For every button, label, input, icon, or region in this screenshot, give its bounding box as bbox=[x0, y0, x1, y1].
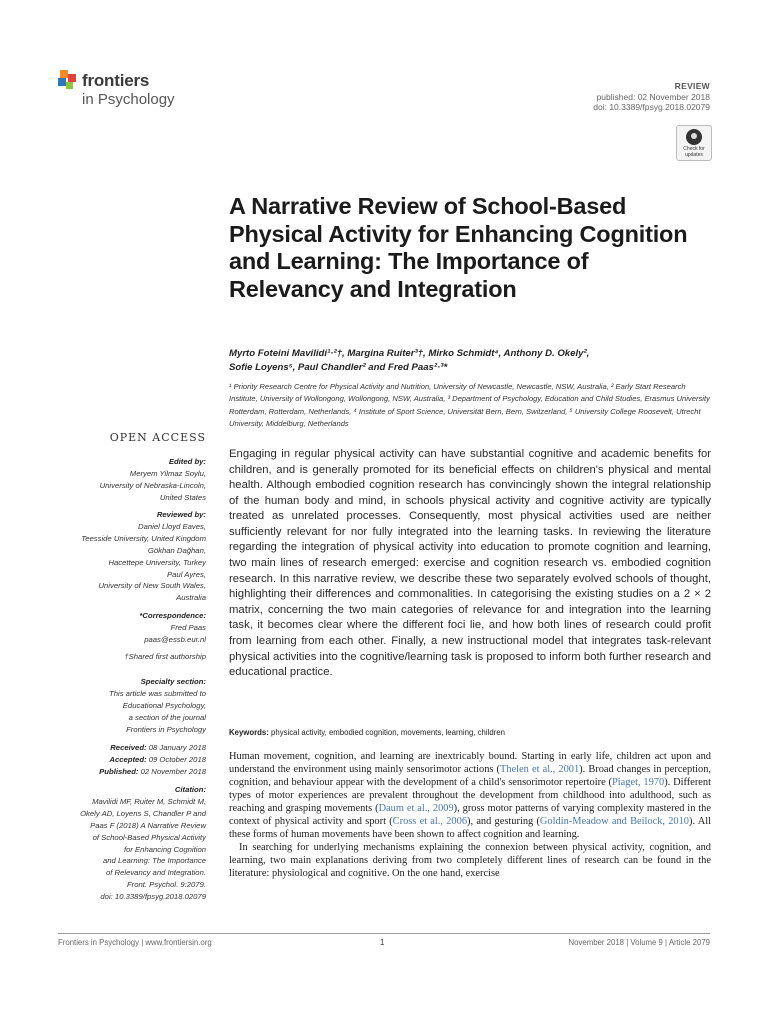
article-type: REVIEW bbox=[674, 81, 710, 91]
footer-issue-info: November 2018 | Volume 9 | Article 2079 bbox=[568, 938, 710, 947]
keywords bbox=[229, 728, 711, 737]
reviewer-line: Teesside University, United Kingdom bbox=[81, 533, 206, 543]
accepted-date: Accepted: 09 October 2018 bbox=[109, 754, 206, 764]
correspondence-heading: *Correspondence: bbox=[139, 611, 206, 620]
journal-logo[interactable] bbox=[58, 68, 208, 112]
specialty-section bbox=[58, 676, 206, 736]
open-access-label: OPEN ACCESS bbox=[109, 431, 206, 444]
footer-divider bbox=[58, 933, 710, 934]
check-for-updates-button[interactable] bbox=[676, 125, 712, 161]
keywords-list: physical activity, embodied cognition, movements, learning, children bbox=[271, 728, 505, 737]
citation-line: Paas F (2018) A Narrative Review bbox=[90, 820, 206, 830]
reviewed-by-heading: Reviewed by: bbox=[156, 510, 206, 519]
citation-line: of School-Based Physical Activity bbox=[92, 832, 206, 842]
authors-line-2: Sofie Loyens⁵, Paul Chandler² and Fred Paas²·³* bbox=[229, 362, 448, 373]
logo-text-journal: in Psychology bbox=[82, 91, 175, 108]
citation-link[interactable]: Goldin-Meadow and Beilock, 2010 bbox=[539, 815, 689, 827]
body-paragraph-2: In searching for underlying mechanisms explaining the connexion between physical activity, cognition, and learning, two main explanations deriving from two completely different lines of research can be found in the literature: physiological and cognitive. On the one hand, exercise bbox=[229, 841, 711, 879]
citation-line: of Relevancy and Integration. bbox=[105, 868, 206, 878]
correspondence-email-link[interactable]: paas@essb.eur.nl bbox=[144, 634, 206, 644]
body-paragraph-1: Human movement, cognition, and learning are inextricably bound. Starting in early life, children act upon and understand the environment using mainly sensorimotor actions (Thelen et al., 2001). Broad changes in perception, cognition, and behaviour appear with the development of a child's sensorimotor repertoire (Piaget, 1970). Different types of motor experiences are prevalent throughout the development from childhood into adulthood, such as reaching and grasping movements (Daum et al., 2009), gross motor patterns of varying complexity mastered in the context of physical activity and sport (Cross et al., 2006), and gesturing (Goldin-Meadow and Beilock, 2010). All these forms of human movements have been shown to affect cognition and learning. bbox=[229, 751, 711, 840]
doi-link[interactable]: doi: 10.3389/fpsyg.2018.02079 bbox=[593, 102, 710, 112]
abstract: Engaging in regular physical activity can have substantial cognitive and academic benefits for children, and is generally promoted for its beneficial effects on children's physical and mental health. Although embodied cognition research has convincingly shown the integral relationship of the human body and mind, in schools physical activity and cognitive activity are typically treated as unrelated processes. Consequently, most physical activities used are neither sufficiently relevant for nor fully integrated into the learning tasks. In reviewing the literature regarding the integration of physical activity into education to promote cognition and learning, two main lines of research emerged: exercise and cognition research vs. embodied cognition research. In this narrative review, we describe these two separately evolved schools of thought, highlighting their differences and commonalities. In categorising the existing studies on a 2 × 2 matrix, concerning the two main categories of relevance for and integration into the learning task, it becomes clear where the different foci lie, and how both lines of research could profit from learning from each other. Finally, a new instructional model that integrates task-relevant physical activities into the cognitive/learning task is proposed to inform both further research and educational practice. bbox=[229, 448, 711, 679]
citation-link[interactable]: Daum et al., 2009 bbox=[378, 802, 454, 814]
specialty-line: Educational Psychology, bbox=[122, 700, 206, 710]
citation-line: and Learning: The Importance bbox=[103, 856, 206, 866]
reviewer-line: Paul Ayres, bbox=[167, 569, 206, 579]
citation-line: Okely AD, Loyens S, Chandler P and bbox=[80, 808, 206, 818]
citation-line: Front. Psychol. 9:2079. bbox=[126, 880, 206, 890]
citation-link[interactable]: Thelen et al., 2001 bbox=[500, 763, 580, 775]
citation-line: Mavilidi MF, Ruiter M, Schmidt M, bbox=[92, 796, 206, 806]
reviewer-line: Daniel Lloyd Eaves, bbox=[138, 521, 206, 531]
specialty-line: This article was submitted to bbox=[109, 688, 206, 698]
check-updates-label: Check for updates bbox=[683, 146, 705, 158]
authors-line-1: Myrto Foteini Mavilidi¹·²†, Margina Ruiter³†, Mirko Schmidt⁴, Anthony D. Okely², bbox=[229, 348, 590, 359]
correspondence-name: Fred Paas bbox=[170, 622, 206, 632]
reviewer-line: Hacettepe University, Turkey bbox=[108, 557, 206, 567]
editor-line: Meryem Yilmaz Soylu, bbox=[129, 468, 206, 478]
correspondence-section bbox=[58, 610, 206, 646]
specialty-line: a section of the journal bbox=[128, 712, 206, 722]
citation-line: for Enhancing Cognition bbox=[123, 844, 206, 854]
received-date: Received: 08 January 2018 bbox=[110, 743, 206, 752]
check-updates-icon bbox=[686, 129, 702, 145]
citation-link[interactable]: Cross et al., 2006 bbox=[392, 815, 468, 827]
citation-heading: Citation: bbox=[174, 785, 206, 794]
published-date-left: Published: 02 November 2018 bbox=[99, 766, 206, 776]
keywords-label: Keywords: bbox=[229, 728, 269, 737]
edited-by-heading: Edited by: bbox=[168, 457, 206, 466]
editor-line: University of Nebraska-Lincoln, bbox=[99, 480, 206, 490]
page-number: 1 bbox=[380, 938, 385, 947]
shared-authorship-note: †Shared first authorship bbox=[124, 652, 206, 661]
article-title: A Narrative Review of School-Based Physical Activity for Enhancing Cognition and Learning: The Importance of Relevancy and Integration bbox=[229, 193, 688, 302]
specialty-heading: Specialty section: bbox=[140, 677, 206, 686]
citation-link[interactable]: Piaget, 1970 bbox=[612, 776, 665, 788]
published-date: published: 02 November 2018 bbox=[596, 92, 710, 102]
specialty-line: Frontiers in Psychology bbox=[126, 724, 206, 734]
author-list bbox=[229, 347, 709, 375]
edited-by-section bbox=[58, 456, 206, 504]
editor-line: United States bbox=[159, 492, 206, 502]
logo-text-frontiers: frontiers bbox=[82, 71, 150, 90]
body-text bbox=[229, 751, 711, 881]
reviewer-line: Gökhan Dağhan, bbox=[147, 545, 206, 555]
dates-section bbox=[58, 742, 206, 778]
affiliations: ¹ Priority Research Centre for Physical Activity and Nutrition, University of Newcastle, Newcastle, NSW, Australia, ² Early Start Research Institute, University of Wollongong, Wollongong, NSW, Australia, ³ Department of Psychology, Education and Child Studies, Erasmus University Rotterdam, Rotterdam, Netherlands, ⁴ Institute of Sport Science, Universität Bern, Bern, Switzerland, ⁵ University College Roosevelt, Utrecht University, Middelburg, Netherlands bbox=[229, 382, 710, 428]
citation-line: doi: 10.3389/fpsyg.2018.02079 bbox=[100, 892, 206, 902]
citation-section bbox=[58, 784, 206, 903]
footer-journal-link[interactable]: Frontiers in Psychology | www.frontiersin.org bbox=[58, 938, 212, 947]
reviewer-line: University of New South Wales, bbox=[98, 581, 206, 591]
reviewer-line: Australia bbox=[176, 593, 206, 603]
frontiers-logo-icon bbox=[58, 70, 78, 92]
reviewed-by-section bbox=[58, 509, 206, 604]
